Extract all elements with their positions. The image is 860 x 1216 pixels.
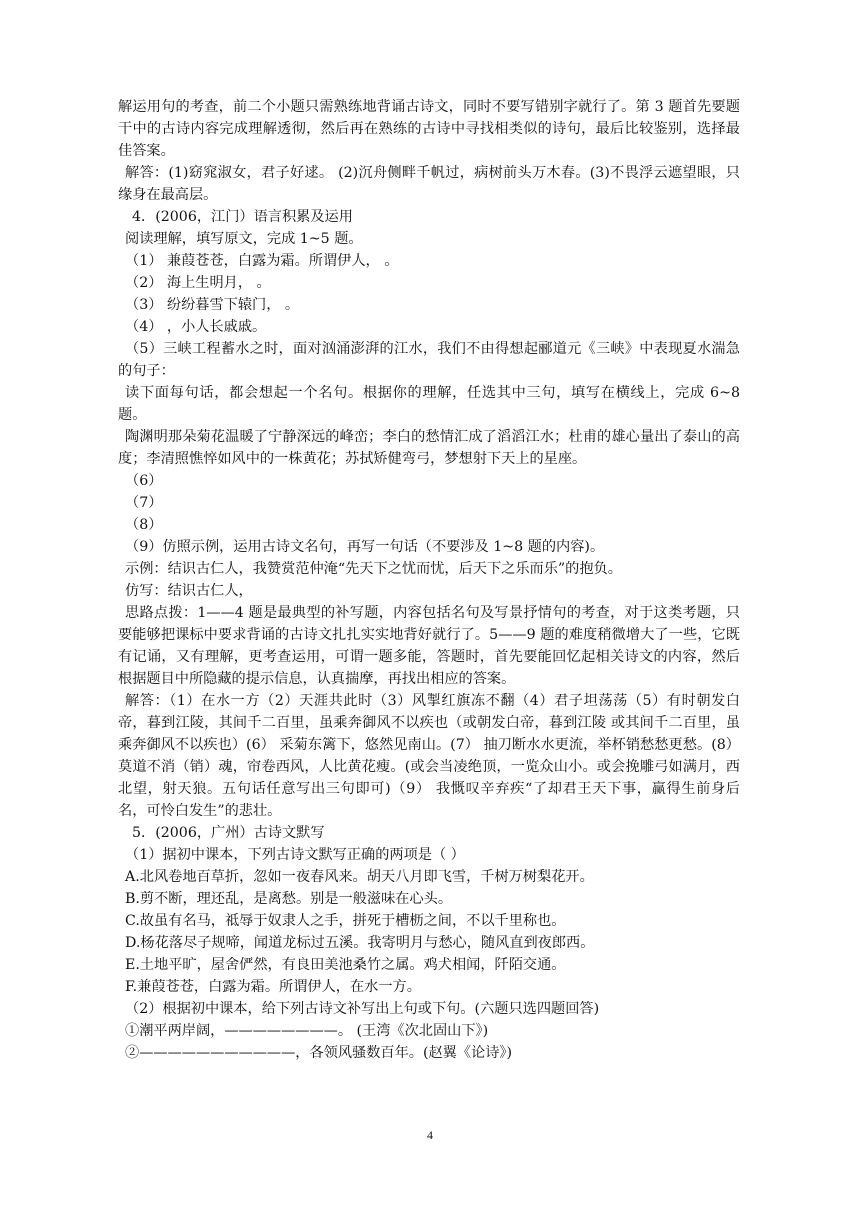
fill-item-2: ②———————————，各领风骚数百年。(赵翼《论诗》) [125, 1045, 513, 1061]
question-item-6: （6） [125, 473, 163, 489]
question-item-1: （1） 兼葭苍苍，白露为霜。所谓伊人， 。 [125, 253, 399, 269]
question-5-part-1: （1）据初中课本，下列古诗文默写正确的两项是（ ） [125, 847, 465, 863]
question-item-8: （8） [125, 517, 163, 533]
question-item-3: （3） 纷纷暮雪下辕门， 。 [125, 297, 300, 313]
question-item-2: （2） 海上生明月， 。 [125, 275, 271, 291]
option-e: E.土地平旷，屋舍俨然，有良田美池桑竹之属。鸡犬相闻，阡陌交通。 [125, 957, 566, 973]
fill-item-1: ①潮平两岸阔，————————。 (王湾《次北固山下》) [125, 1023, 489, 1039]
option-c: C.故虽有名马，祗辱于奴隶人之手，拼死于槽枥之间，不以千里称也。 [125, 913, 566, 929]
paragraph-imitation: 仿写：结识古仁人， [125, 583, 253, 599]
question-item-9: （9）仿照示例，运用古诗文名句，再写一句话（不要涉及 1~8 题的内容)。 [125, 539, 605, 555]
question-item-7: （7） [125, 495, 163, 511]
question-4-heading: 4．(2006，江门）语言积累及运用 [132, 209, 353, 225]
paragraph-instruction-6-8: 读下面每句话，都会想起一个名句。根据你的理解，任选其中三句，填写在横线上，完成 6~8 题。 [118, 385, 740, 423]
paragraph-example: 示例：结识古仁人，我赞赏范仲淹“先天下之忧而忧，后天下之乐而乐”的抱负。 [125, 561, 622, 577]
document-body [118, 96, 740, 1064]
paragraph-answer-4: 解答：（1）在水一方（2）天涯共此时（3）风掣红旗冻不翻（4）君子坦荡荡（5）有时朝发白帝，暮到江陵，其间千二百里，虽乘奔御风不以疾也（或朝发白帝，暮到江陵 或其间千二百里，虽乘奔御风不以疾也）(6） 采菊东篱下，悠然见南山。(7） 抽刀断水水更流，举杯销愁愁更愁。(8） 莫道不消（销）魂，帘卷西风，人比黄花瘦。(或会当凌绝顶，一览众山小。或会挽雕弓如满月，西北望，射天狼。五句话任意写出三句即可)（9） 我慨叹辛弃疾“了却君王天下事，赢得生前身后名，可怜白发生”的悲壮。 [118, 693, 740, 819]
question-5-heading: 5．(2006，广州）古诗文默写 [132, 825, 325, 841]
option-f: F.兼葭苍苍，白露为霜。所谓伊人，在水一方。 [125, 979, 421, 995]
option-b: B.剪不断，理还乱，是离愁。别是一般滋味在心头。 [125, 891, 453, 907]
paragraph-analysis: 思路点拨：1——4 题是最典型的补写题，内容包括名句及写景抒情句的考查，对于这类考题，只要能够把课标中要求背诵的古诗文扎扎实实地背好就行了。5——9 题的难度稍微增大了一些，它既有记诵，又有理解，更考查运用，可谓一题多能，答题时，首先要能回忆起相关诗文的内容，然后根据题目中所隐藏的提示信息，认真揣摩，再找出相应的答案。 [118, 605, 740, 687]
question-item-4: （4） ，小人长戚戚。 [125, 319, 267, 335]
paragraph-analysis-end: 解运用句的考查，前二个小题只需熟练地背诵古诗文，同时不要写错别字就行了。第 3 题首先要题干中的古诗内容完成理解透彻，然后再在熟练的古诗中寻找相类似的诗句，最后比较鉴别，选择最佳答案。 [118, 99, 740, 159]
question-item-5: （5）三峡工程蓄水之时，面对汹涌澎湃的江水，我们不由得想起郦道元《三峡》中表现夏水湍急的句子： [118, 341, 740, 379]
option-a: A.北风卷地百草折，忽如一夜春风来。胡天八月即飞雪，千树万树梨花开。 [125, 869, 594, 885]
option-d: D.杨花落尽子规啼，闻道龙标过五溪。我寄明月与愁心，随风直到夜郎西。 [125, 935, 595, 951]
paragraph-answer-3: 解答：(1)窈窕淑女，君子好逑。 (2)沉舟侧畔千帆过，病树前头万木春。(3)不畏浮云遮望眼，只缘身在最高层。 [118, 165, 740, 203]
question-5-part-2: （2）根据初中课本，给下列古诗文补写出上句或下句。(六题只选四题回答) [125, 1001, 600, 1017]
paragraph-passage: 陶渊明那朵菊花温暖了宁静深远的峰峦；李白的愁情汇成了滔滔江水；杜甫的雄心量出了泰山的高度；李清照憔悴如风中的一株黄花；苏拭矫健弯弓，梦想射下天上的星座。 [118, 429, 740, 467]
paragraph-instruction-1-5: 阅读理解，填写原文，完成 1~5 题。 [125, 231, 363, 247]
page-number: 4 [427, 1128, 433, 1142]
